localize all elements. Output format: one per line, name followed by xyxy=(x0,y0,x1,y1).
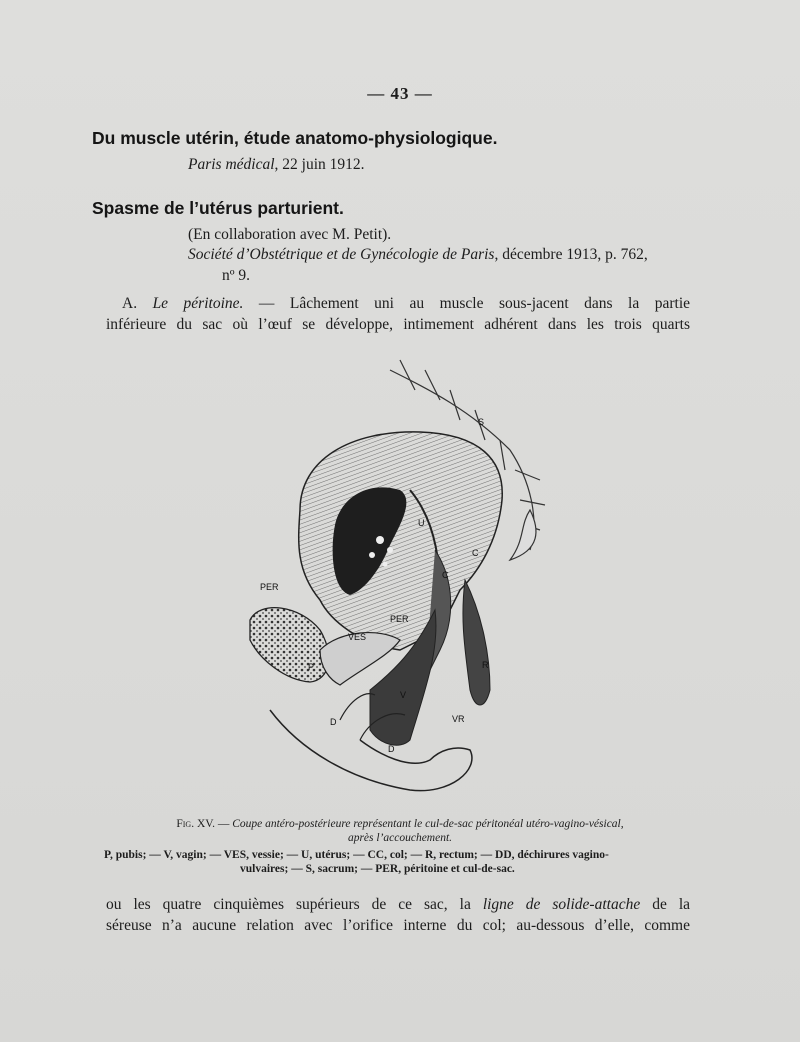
body-line-2: séreuse n’a aucune relation avec l’orifice interne du col; au-dessous d’elle, comme xyxy=(106,917,690,934)
entry-date-1: , 22 juin 1912. xyxy=(274,156,365,173)
entry-date-2: , décembre 1913, p. 762, xyxy=(494,246,648,263)
page-number: — 43 — xyxy=(367,84,433,103)
entry-title-2: Spasme de l’utérus parturient. xyxy=(92,198,344,218)
figure-legend-line-2: vulvaires; — S, sacrum; — PER, péritoine et cul-de-sac. xyxy=(240,863,515,875)
fig-label-S: S xyxy=(478,417,485,427)
section-line-1-text: Lâchement uni au muscle sous-jacent dans la partie xyxy=(289,295,691,312)
figure-caption-line-2 xyxy=(0,832,800,844)
fig-label-P: P xyxy=(308,662,315,672)
entry-number-2: nº 9. xyxy=(222,267,251,284)
section-dash: — xyxy=(258,295,275,312)
figure-caption-prefix: Fig. XV. — xyxy=(176,818,230,830)
body-line-1-b: de la xyxy=(652,896,690,913)
figure-legend-line-1: P, pubis; — V, vagin; — VES, vessie; — U, utérus; — CC, col; — R, rectum; — DD, déchirures vagino- xyxy=(104,849,609,861)
figure-caption xyxy=(0,818,800,830)
entry-journal-2: Société d’Obstétrique et de Gynécologie de Paris xyxy=(188,246,495,263)
fig-label-D2: D xyxy=(388,744,395,754)
fig-label-V: V xyxy=(400,690,407,700)
figure-caption-text-2: après l’accouchement. xyxy=(347,832,453,844)
anatomical-section-figure xyxy=(240,350,560,810)
fig-label-PER2: PER xyxy=(390,614,409,624)
entry-citation-2 xyxy=(188,246,648,264)
section-marker: A. xyxy=(122,295,138,312)
fig-label-U: U xyxy=(418,518,425,528)
body-line-1 xyxy=(106,896,690,914)
entry-collab-2: (En collaboration avec M. Petit). xyxy=(188,226,392,243)
entry-journal-1: Paris médical xyxy=(188,156,275,173)
fig-label-C1: C xyxy=(472,548,479,558)
pubis-shape xyxy=(250,608,329,682)
fig-label-VES: VES xyxy=(348,632,367,642)
body-line-1-a: ou les quatre cinquièmes supérieurs de ce sac, la xyxy=(106,896,471,913)
entry-title-1: Du muscle utérin, étude anatomo-physiologique. xyxy=(92,128,498,148)
fig-label-VR: VR xyxy=(452,714,465,724)
section-title: Le péritoine. xyxy=(152,295,244,312)
body-line-1-em: ligne de solide-attache xyxy=(482,896,641,913)
fig-label-C2: C xyxy=(442,570,449,580)
section-line-1 xyxy=(122,295,690,313)
rectum-shape xyxy=(463,580,490,705)
figure-caption-text: Coupe antéro-postérieure représentant le cul-de-sac péritonéal utéro-vagino-vésical, xyxy=(232,818,624,830)
section-line-2: inférieure du sac où l’œuf se développe, intimement adhérent dans les trois quarts xyxy=(106,316,690,333)
entry-citation-1 xyxy=(188,156,365,174)
fig-label-PER1: PER xyxy=(260,582,279,592)
fig-label-R: R xyxy=(482,660,489,670)
fig-label-D1: D xyxy=(330,717,337,727)
